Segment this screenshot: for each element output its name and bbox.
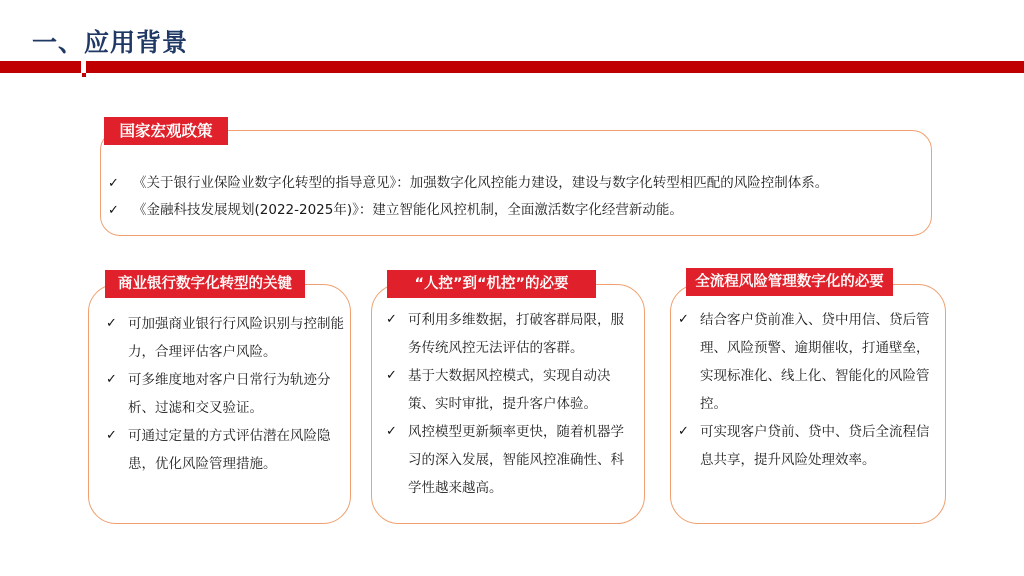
list-item-text: 基于大数据风控模式，实现自动决策、实时审批，提升客户体验。 xyxy=(408,368,611,412)
list-item-text: 结合客户贷前准入、贷中用信、贷后管理、风险预警、逾期催收，打通壁垒，实现标准化、线上化、智能化的风险管控。 xyxy=(700,312,930,412)
header-bar-tick xyxy=(82,73,86,77)
list-item xyxy=(386,418,634,502)
check-icon: ✓ xyxy=(678,424,689,439)
list-item xyxy=(106,422,346,478)
check-icon: ✓ xyxy=(386,424,397,439)
list-item-text: 可多维度地对客户日常行为轨迹分析、过滤和交叉验证。 xyxy=(128,372,331,416)
list-item-text: 《关于银行业保险业数字化转型的指导意见》：加强数字化风控能力建设，建设与数字化转型相匹配的风险控制体系。 xyxy=(133,175,829,191)
column-tag-1: 商业银行数字化转型的关键 xyxy=(105,270,305,298)
check-icon: ✓ xyxy=(108,176,119,191)
list-item-text: 可通过定量的方式评估潜在风险隐患，优化风险管理措施。 xyxy=(128,428,331,472)
list-item xyxy=(108,170,928,197)
column-tag-2: “人控”到“机控”的必要 xyxy=(387,270,596,298)
list-item-text: 可加强商业银行行风险识别与控制能力，合理评估客户风险。 xyxy=(128,316,344,360)
check-icon: ✓ xyxy=(106,316,117,331)
column-list-2 xyxy=(386,306,634,502)
column-list-3 xyxy=(678,306,936,474)
list-item xyxy=(108,197,928,224)
check-icon: ✓ xyxy=(106,428,117,443)
column-tag-3: 全流程风险管理数字化的必要 xyxy=(686,268,893,296)
column-list-1 xyxy=(106,310,346,478)
list-item xyxy=(106,366,346,422)
list-item-text: 风控模型更新频率更快，随着机器学习的深入发展，智能风控准确性、科学性越来越高。 xyxy=(408,424,624,496)
list-item xyxy=(678,418,936,474)
header-bar-gap xyxy=(81,61,86,73)
list-item xyxy=(678,306,936,418)
check-icon: ✓ xyxy=(108,203,119,218)
policy-tag: 国家宏观政策 xyxy=(104,117,228,145)
check-icon: ✓ xyxy=(106,372,117,387)
list-item-text: 可实现客户贷前、贷中、贷后全流程信息共享，提升风险处理效率。 xyxy=(700,424,930,468)
list-item xyxy=(106,310,346,366)
check-icon: ✓ xyxy=(678,312,689,327)
check-icon: ✓ xyxy=(386,368,397,383)
list-item xyxy=(386,306,634,362)
check-icon: ✓ xyxy=(386,312,397,327)
list-item-text: 可利用多维数据，打破客群局限，服务传统风控无法评估的客群。 xyxy=(408,312,624,356)
page-title: 一、应用背景 xyxy=(32,28,189,57)
list-item xyxy=(386,362,634,418)
list-item-text: 《金融科技发展规划(2022-2025年)》：建立智能化风控机制，全面激活数字化经营新动能。 xyxy=(133,202,683,218)
policy-list xyxy=(108,170,928,224)
header-red-bar xyxy=(0,61,1024,73)
